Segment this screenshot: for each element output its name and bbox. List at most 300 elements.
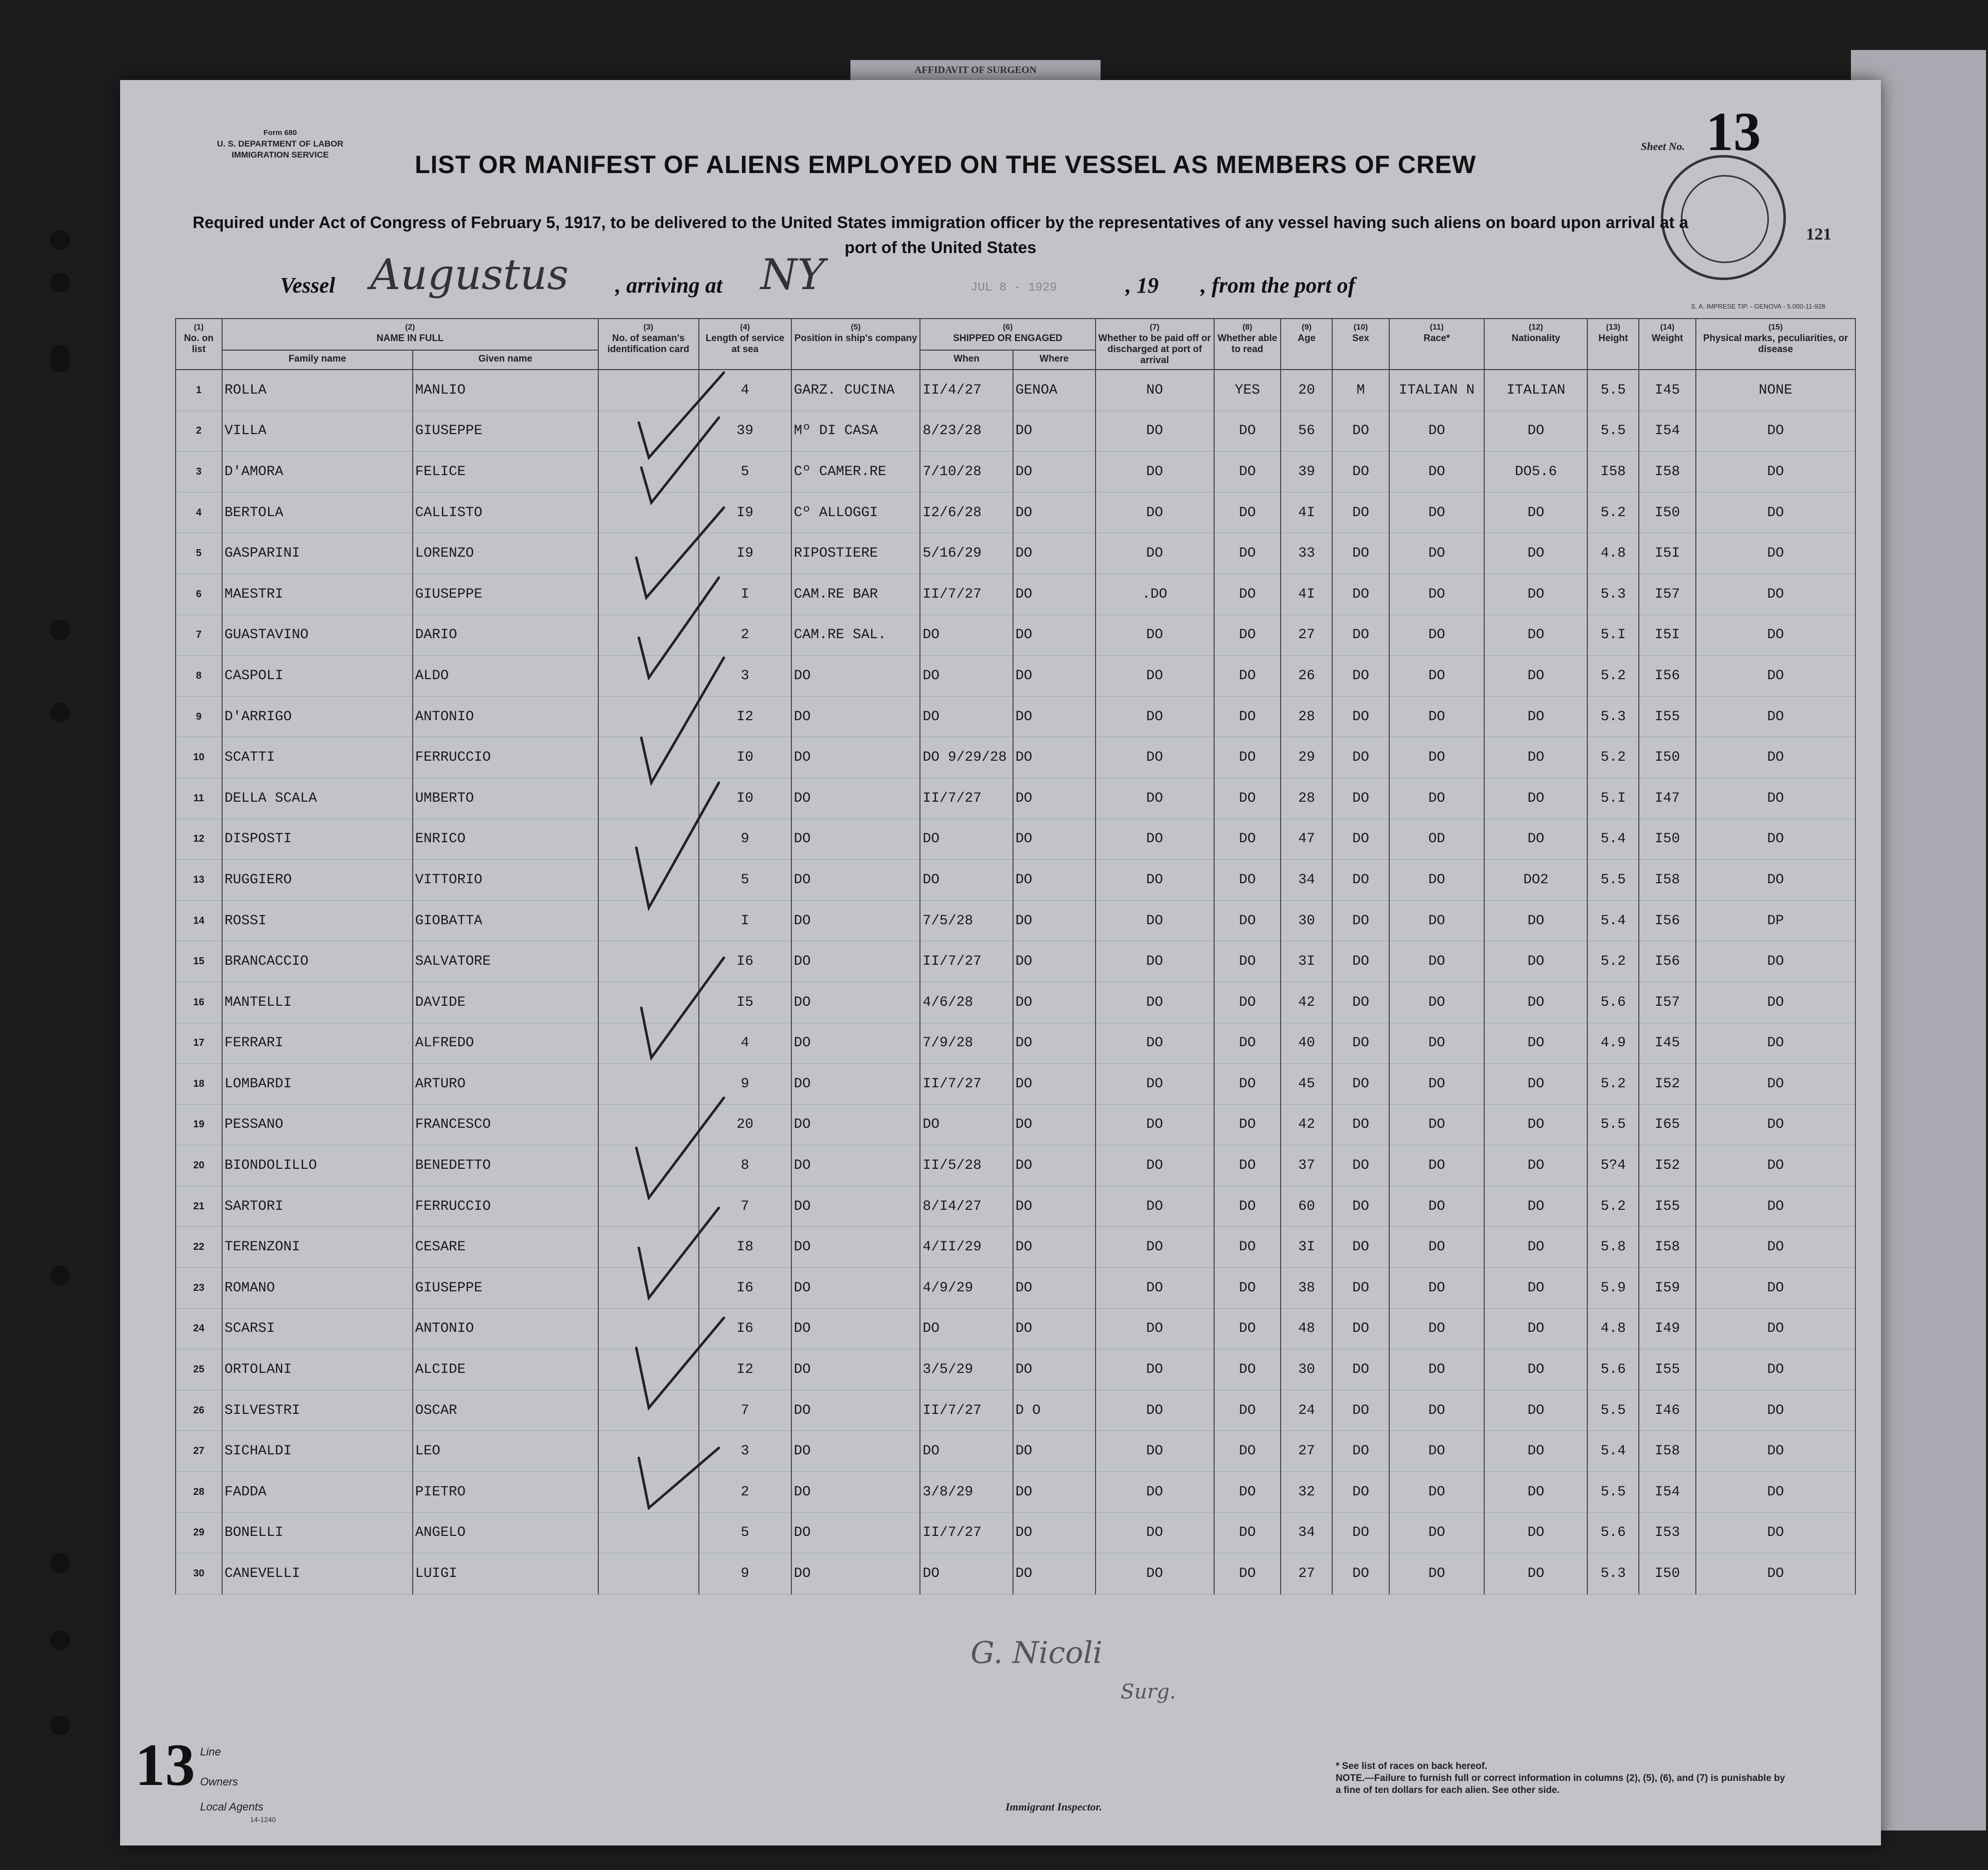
cell-race: DO [1389, 1553, 1485, 1594]
cell-card [598, 1349, 699, 1390]
cell-given: LEO [413, 1431, 598, 1472]
cell-paid: DO [1096, 1512, 1214, 1553]
cell-sex: DO [1332, 1349, 1389, 1390]
cell-paid: DO [1096, 1104, 1214, 1145]
cell-position: DO [791, 1308, 920, 1349]
cell-paid: DO [1096, 1431, 1214, 1472]
cell-read: DO [1214, 1023, 1281, 1064]
cell-read: DO [1214, 941, 1281, 982]
cell-sex: DO [1332, 1308, 1389, 1349]
cell-position: DO [791, 656, 920, 697]
cell-marks: DO [1696, 1145, 1855, 1186]
cell-read: DO [1214, 656, 1281, 697]
cell-where: DO [1013, 574, 1096, 615]
cell-no: 9 [176, 696, 222, 737]
cell-family: CANEVELLI [222, 1553, 413, 1594]
cell-nat: DO2 [1484, 860, 1587, 901]
cell-age: 24 [1281, 1390, 1332, 1431]
table-row [176, 656, 1855, 697]
cell-age: 30 [1281, 1349, 1332, 1390]
cell-sex: DO [1332, 1104, 1389, 1145]
cell-family: MANTELLI [222, 982, 413, 1023]
cell-race: DO [1389, 1431, 1485, 1472]
cell-card [598, 411, 699, 452]
cell-race: DO [1389, 778, 1485, 819]
cell-when: II/7/27 [920, 1064, 1013, 1105]
cell-nat: DO [1484, 1308, 1587, 1349]
col-position-header: (5) Position in ship's company [791, 319, 920, 370]
cell-sex: DO [1332, 656, 1389, 697]
cell-family: VILLA [222, 411, 413, 452]
cell-service: 7 [699, 1186, 791, 1227]
table-row [176, 1145, 1855, 1186]
cell-marks: NONE [1696, 370, 1855, 411]
cell-age: 3I [1281, 941, 1332, 982]
table-row [176, 737, 1855, 778]
cell-position: DO [791, 941, 920, 982]
binder-hole [50, 1553, 70, 1573]
cell-read: DO [1214, 1186, 1281, 1227]
cell-position: Cº ALLOGGI [791, 492, 920, 533]
cell-height: 5.5 [1587, 1472, 1639, 1513]
binder-hole [50, 230, 70, 250]
cell-position: DO [791, 1104, 920, 1145]
cell-position: DO [791, 982, 920, 1023]
cell-where: DO [1013, 778, 1096, 819]
cell-position: CAM.RE SAL. [791, 615, 920, 656]
cell-age: 20 [1281, 370, 1332, 411]
cell-card [598, 1104, 699, 1145]
table-row [176, 411, 1855, 452]
printer-line: S. A. IMPRESE TIP. - GENOVA - 5.000-11-928 [1691, 303, 1825, 310]
cell-race: DO [1389, 615, 1485, 656]
cell-card [598, 900, 699, 941]
cell-weight: I5I [1639, 615, 1695, 656]
cell-position: DO [791, 1431, 920, 1472]
cell-nat: DO [1484, 1104, 1587, 1145]
cell-height: 5.2 [1587, 737, 1639, 778]
cell-no: 23 [176, 1268, 222, 1309]
cell-when: II/7/27 [920, 941, 1013, 982]
cell-marks: DO [1696, 1349, 1855, 1390]
cell-paid: DO [1096, 615, 1214, 656]
cell-nat: DO [1484, 696, 1587, 737]
signature-title: Surg. [1121, 1680, 1176, 1703]
cell-no: 8 [176, 656, 222, 697]
cell-card [598, 1512, 699, 1553]
cell-race: DO [1389, 1064, 1485, 1105]
cell-where: DO [1013, 819, 1096, 860]
cell-where: DO [1013, 1145, 1096, 1186]
cell-height: 5.5 [1587, 1104, 1639, 1145]
cell-where: DO [1013, 1308, 1096, 1349]
cell-paid: DO [1096, 737, 1214, 778]
cell-service: I6 [699, 1308, 791, 1349]
cell-read: DO [1214, 900, 1281, 941]
cell-given: GIOBATTA [413, 900, 598, 941]
cell-weight: I50 [1639, 819, 1695, 860]
cell-nat: DO [1484, 1023, 1587, 1064]
cell-service: I2 [699, 1349, 791, 1390]
cell-no: 26 [176, 1390, 222, 1431]
cell-where: DO [1013, 1186, 1096, 1227]
cell-race: DO [1389, 1104, 1485, 1145]
cell-when: II/7/27 [920, 1512, 1013, 1553]
cell-no: 3 [176, 452, 222, 493]
cell-sex: DO [1332, 615, 1389, 656]
cell-weight: I59 [1639, 1268, 1695, 1309]
cell-read: DO [1214, 1145, 1281, 1186]
cell-paid: DO [1096, 941, 1214, 982]
cell-height: 5.2 [1587, 656, 1639, 697]
cell-weight: I58 [1639, 1431, 1695, 1472]
cell-given: GIUSEPPE [413, 1268, 598, 1309]
cell-family: FADDA [222, 1472, 413, 1513]
back-sheet-heading: AFFIDAVIT OF SURGEON [850, 60, 1101, 80]
line-label: Line [200, 1745, 221, 1758]
cell-where: DO [1013, 615, 1096, 656]
cell-service: 2 [699, 1472, 791, 1513]
cell-sex: DO [1332, 1390, 1389, 1431]
cell-card [598, 941, 699, 982]
cell-no: 17 [176, 1023, 222, 1064]
cell-card [598, 982, 699, 1023]
cell-sex: DO [1332, 574, 1389, 615]
cell-read: DO [1214, 1349, 1281, 1390]
footnote [1336, 1760, 1786, 1796]
cell-read: DO [1214, 1064, 1281, 1105]
cell-no: 27 [176, 1431, 222, 1472]
inspector-signature: G. Nicoli [970, 1635, 1103, 1670]
agency-service: IMMIGRATION SERVICE [232, 150, 329, 160]
cell-marks: DO [1696, 574, 1855, 615]
cell-when: I2/6/28 [920, 492, 1013, 533]
table-row [176, 860, 1855, 901]
table-row [176, 615, 1855, 656]
cell-when: 3/5/29 [920, 1349, 1013, 1390]
cell-nat: DO [1484, 1349, 1587, 1390]
cell-height: 5.5 [1587, 411, 1639, 452]
cell-paid: DO [1096, 492, 1214, 533]
cell-paid: DO [1096, 411, 1214, 452]
cell-age: 37 [1281, 1145, 1332, 1186]
crew-table [175, 318, 1856, 1594]
cell-paid: DO [1096, 860, 1214, 901]
cell-paid: DO [1096, 1064, 1214, 1105]
cell-paid: DO [1096, 1023, 1214, 1064]
cell-no: 28 [176, 1472, 222, 1513]
cell-family: GUASTAVINO [222, 615, 413, 656]
col-shipped-header: (6) SHIPPED OR ENGAGED [920, 319, 1095, 350]
arriving-label: , arriving at [615, 273, 722, 298]
cell-weight: I58 [1639, 860, 1695, 901]
cell-given: ENRICO [413, 819, 598, 860]
cell-weight: I54 [1639, 411, 1695, 452]
cell-given: DARIO [413, 615, 598, 656]
col-no-header: (1) No. on list [176, 319, 222, 370]
cell-card [598, 1472, 699, 1513]
cell-marks: DO [1696, 656, 1855, 697]
table-body [176, 370, 1855, 1594]
cell-sex: DO [1332, 778, 1389, 819]
cell-card [598, 452, 699, 493]
cell-read: DO [1214, 1553, 1281, 1594]
table-row [176, 696, 1855, 737]
cell-nat: DO [1484, 615, 1587, 656]
cell-service: 7 [699, 1390, 791, 1431]
cell-paid: .DO [1096, 574, 1214, 615]
cell-when: DO [920, 819, 1013, 860]
cell-service: I6 [699, 941, 791, 982]
cell-marks: DO [1696, 860, 1855, 901]
table-row [176, 533, 1855, 574]
cell-where: DO [1013, 696, 1096, 737]
cell-service: I9 [699, 533, 791, 574]
cell-card [598, 696, 699, 737]
cell-position: DO [791, 1145, 920, 1186]
cell-position: RIPOSTIERE [791, 533, 920, 574]
cell-where: DO [1013, 533, 1096, 574]
cell-age: 3I [1281, 1227, 1332, 1268]
cell-read: DO [1214, 533, 1281, 574]
cell-when: 7/5/28 [920, 900, 1013, 941]
table-row [176, 1431, 1855, 1472]
cell-weight: I58 [1639, 1227, 1695, 1268]
cell-service: I8 [699, 1227, 791, 1268]
cell-race: DO [1389, 1472, 1485, 1513]
cell-read: DO [1214, 574, 1281, 615]
cell-family: D'ARRIGO [222, 696, 413, 737]
cell-family: MAESTRI [222, 574, 413, 615]
cell-position: DO [791, 1512, 920, 1553]
cell-age: 34 [1281, 1512, 1332, 1553]
cell-where: GENOA [1013, 370, 1096, 411]
cell-sex: DO [1332, 1023, 1389, 1064]
cell-card [598, 1186, 699, 1227]
cell-family: SCATTI [222, 737, 413, 778]
cell-family: BRANCACCIO [222, 941, 413, 982]
cell-card [598, 1064, 699, 1105]
col-age-header: (9) Age [1281, 319, 1332, 370]
cell-service: I [699, 574, 791, 615]
cell-marks: DO [1696, 1390, 1855, 1431]
col-nationality-header: (12) Nationality [1484, 319, 1587, 370]
cell-service: 2 [699, 615, 791, 656]
cell-sex: DO [1332, 1512, 1389, 1553]
cell-weight: I55 [1639, 1186, 1695, 1227]
cell-family: BERTOLA [222, 492, 413, 533]
cell-sex: DO [1332, 492, 1389, 533]
cell-service: I0 [699, 737, 791, 778]
vessel-label: Vessel [280, 273, 335, 298]
cell-no: 16 [176, 982, 222, 1023]
cell-paid: NO [1096, 370, 1214, 411]
cell-where: DO [1013, 1472, 1096, 1513]
inspector-label: Immigrant Inspector. [1006, 1800, 1103, 1813]
cell-read: DO [1214, 982, 1281, 1023]
table-row [176, 778, 1855, 819]
cell-race: DO [1389, 492, 1485, 533]
cell-weight: I47 [1639, 778, 1695, 819]
cell-given: BENEDETTO [413, 1145, 598, 1186]
cell-weight: I57 [1639, 574, 1695, 615]
cell-read: DO [1214, 1268, 1281, 1309]
cell-where: DO [1013, 656, 1096, 697]
cell-no: 29 [176, 1512, 222, 1553]
cell-read: YES [1214, 370, 1281, 411]
cell-paid: DO [1096, 1227, 1214, 1268]
cell-marks: DO [1696, 533, 1855, 574]
col-weight-header: (14) Weight [1639, 319, 1695, 370]
cell-weight: I50 [1639, 1553, 1695, 1594]
cell-service: 9 [699, 819, 791, 860]
cell-service: I [699, 900, 791, 941]
cell-card [598, 615, 699, 656]
document-title: LIST OR MANIFEST OF ALIENS EMPLOYED ON THE VESSEL AS MEMBERS OF CREW [415, 151, 1476, 179]
cell-age: 27 [1281, 1553, 1332, 1594]
cell-marks: DO [1696, 1227, 1855, 1268]
cell-service: I6 [699, 1268, 791, 1309]
cell-when: II/7/27 [920, 778, 1013, 819]
cell-nat: DO [1484, 1227, 1587, 1268]
cell-when: 4/II/29 [920, 1227, 1013, 1268]
cell-no: 30 [176, 1553, 222, 1594]
cell-nat: DO [1484, 1064, 1587, 1105]
cell-paid: DO [1096, 533, 1214, 574]
cell-race: DO [1389, 452, 1485, 493]
cell-no: 22 [176, 1227, 222, 1268]
table-row [176, 1104, 1855, 1145]
cell-where: DO [1013, 737, 1096, 778]
cell-height: 5.2 [1587, 492, 1639, 533]
cell-race: DO [1389, 941, 1485, 982]
stamp-number: 121 [1806, 225, 1831, 244]
cell-read: DO [1214, 411, 1281, 452]
cell-given: CESARE [413, 1227, 598, 1268]
cell-sex: DO [1332, 737, 1389, 778]
cell-sex: DO [1332, 1472, 1389, 1513]
cell-given: ARTURO [413, 1064, 598, 1105]
cell-family: FERRARI [222, 1023, 413, 1064]
col-marks-header: (15) Physical marks, peculiarities, or disease [1696, 319, 1855, 370]
cell-race: DO [1389, 533, 1485, 574]
cell-nat: DO [1484, 1390, 1587, 1431]
form-number: Form 680 [263, 129, 297, 137]
corner-sheet-number: 13 [135, 1731, 195, 1798]
cell-age: 42 [1281, 982, 1332, 1023]
cell-weight: I54 [1639, 1472, 1695, 1513]
cell-service: I9 [699, 492, 791, 533]
cell-card [598, 574, 699, 615]
col-paid-header: (7) Whether to be paid off or discharged at port of arrival [1096, 319, 1214, 370]
col-height-header: (13) Height [1587, 319, 1639, 370]
cell-sex: DO [1332, 452, 1389, 493]
cell-position: DO [791, 1023, 920, 1064]
cell-paid: DO [1096, 1268, 1214, 1309]
cell-height: 5.2 [1587, 941, 1639, 982]
cell-when: DO 9/29/28 [920, 737, 1013, 778]
table-row [176, 900, 1855, 941]
binder-hole [50, 703, 70, 723]
cell-marks: DO [1696, 492, 1855, 533]
cell-height: 5.I [1587, 615, 1639, 656]
penalty-note: NOTE.—Failure to furnish full or correct information in columns (2), (5), (6), and (7) is punishable by a fine of ten dollars for each alien. See other side. [1336, 1773, 1785, 1795]
col-given-header: Given name [413, 350, 598, 370]
cell-service: 4 [699, 370, 791, 411]
cell-where: D O [1013, 1390, 1096, 1431]
cell-position: DO [791, 1227, 920, 1268]
cell-nat: DO [1484, 1268, 1587, 1309]
sheet-number: 13 [1706, 101, 1761, 162]
cell-position: DO [791, 900, 920, 941]
cell-no: 6 [176, 574, 222, 615]
cell-when: 8/I4/27 [920, 1186, 1013, 1227]
cell-weight: I57 [1639, 982, 1695, 1023]
cell-family: GASPARINI [222, 533, 413, 574]
cell-read: DO [1214, 1390, 1281, 1431]
cell-marks: DO [1696, 982, 1855, 1023]
cell-given: GIUSEPPE [413, 574, 598, 615]
cell-no: 15 [176, 941, 222, 982]
cell-position: DO [791, 1186, 920, 1227]
cell-sex: DO [1332, 1553, 1389, 1594]
cell-no: 2 [176, 411, 222, 452]
cell-age: 42 [1281, 1104, 1332, 1145]
cell-family: SICHALDI [222, 1431, 413, 1472]
cell-race: DO [1389, 411, 1485, 452]
cell-when: 7/10/28 [920, 452, 1013, 493]
cell-nat: DO [1484, 533, 1587, 574]
cell-paid: DO [1096, 900, 1214, 941]
cell-age: 47 [1281, 819, 1332, 860]
cell-family: RUGGIERO [222, 860, 413, 901]
agents-code: 14-1240 [250, 1815, 276, 1823]
cell-race: DO [1389, 1308, 1485, 1349]
cell-race: DO [1389, 982, 1485, 1023]
cell-position: DO [791, 1268, 920, 1309]
cell-nat: DO [1484, 737, 1587, 778]
cell-read: DO [1214, 819, 1281, 860]
cell-age: 27 [1281, 615, 1332, 656]
cell-nat: DO [1484, 900, 1587, 941]
cell-weight: I56 [1639, 656, 1695, 697]
cell-family: ROLLA [222, 370, 413, 411]
table-row [176, 1390, 1855, 1431]
cell-card [598, 656, 699, 697]
cell-family: SCARSI [222, 1308, 413, 1349]
cell-weight: I53 [1639, 1512, 1695, 1553]
cell-race: DO [1389, 1023, 1485, 1064]
cell-service: I0 [699, 778, 791, 819]
cell-race: DO [1389, 1512, 1485, 1553]
table-row [176, 1227, 1855, 1268]
cell-where: DO [1013, 1227, 1096, 1268]
cell-weight: I46 [1639, 1390, 1695, 1431]
cell-read: DO [1214, 1227, 1281, 1268]
cell-nat: ITALIAN [1484, 370, 1587, 411]
cell-read: DO [1214, 1431, 1281, 1472]
table-row [176, 1268, 1855, 1309]
cell-card [598, 492, 699, 533]
col-where-header: Where [1013, 350, 1096, 370]
cell-marks: DO [1696, 778, 1855, 819]
cell-race: DO [1389, 737, 1485, 778]
cell-where: DO [1013, 452, 1096, 493]
cell-age: 39 [1281, 452, 1332, 493]
cell-when: 4/6/28 [920, 982, 1013, 1023]
table-row [176, 1472, 1855, 1513]
table-row [176, 370, 1855, 411]
